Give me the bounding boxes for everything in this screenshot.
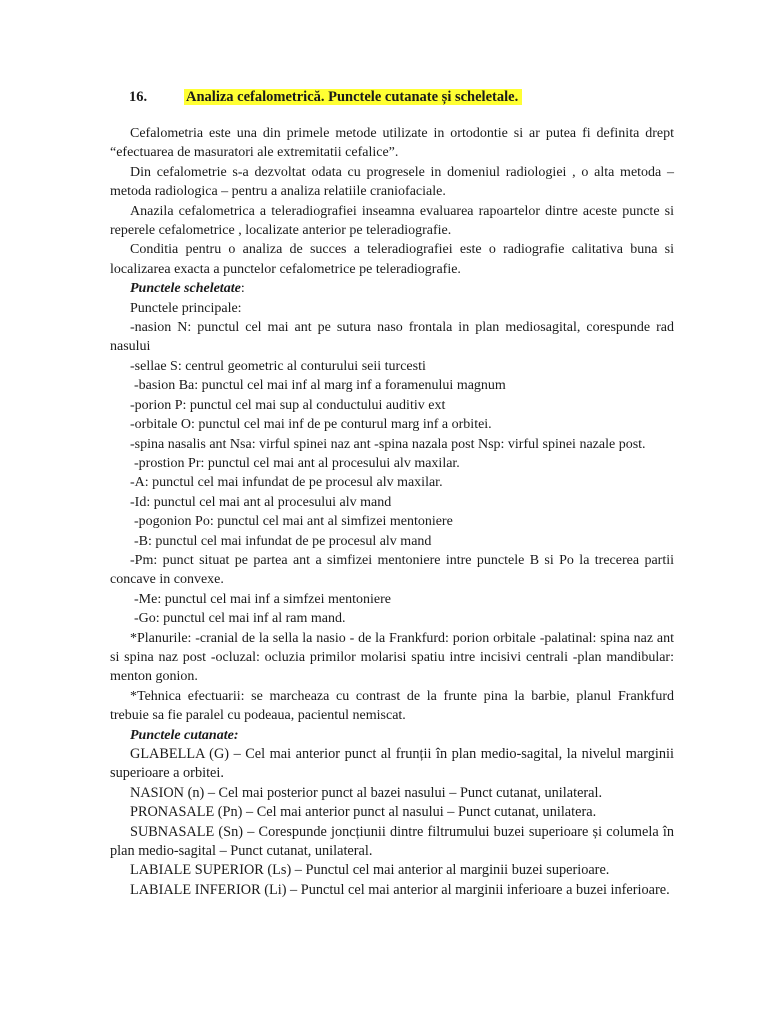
cutaneous-point-item: LABIALE INFERIOR (Li) – Punctul cel mai anterior al marginii inferioare a buzei inferioare.: [130, 881, 670, 898]
cutaneous-point-item: PRONASALE (Pn) – Cel mai anterior punct al nasului – Punct cutanat, unilatera.: [130, 804, 597, 821]
cutaneous-subtitle-line: [110, 726, 674, 745]
paragraph: Anazila cefalometrica a teleradiografiei inseamna evaluarea rapoartelor dintre aceste puncte si reperele cefalometrice , localizate anterior pe teleradiografie.: [110, 203, 674, 239]
cutaneous-point-item: GLABELLA (G) – Cel mai anterior punct al frunții în plan medio-sagital, la nivelul marginii superioare a orbitei.: [110, 746, 674, 782]
skeletal-point-item: -spina nasalis ant Nsa: virful spinei naz ant -spina nazala post Nsp: virful spinei nazale post.: [130, 436, 646, 452]
skeletal-point-item: -Id: punctul cel mai ant al procesului alv mand: [130, 494, 392, 510]
skeletal-point-item: -Go: punctul cel mai inf al ram mand.: [134, 611, 346, 627]
paragraph: Din cefalometrie s-a dezvoltat odata cu progresele in domeniul radiologiei , o alta metoda –metoda radiologica – pentru a analiza relatiile craniofaciale.: [110, 164, 674, 200]
section-heading: [129, 87, 522, 107]
skeletal-subtitle-line: [110, 279, 674, 298]
skeletal-point-item: *Tehnica efectuarii: se marcheaza cu contrast de la frunte pina la barbie, planul Frankfurd trebuie sa fie paralel cu podeaua, pacientul nemiscat.: [110, 688, 674, 724]
skeletal-point-item: -A: punctul cel mai infundat de pe procesul alv maxilar.: [130, 475, 443, 491]
skeletal-subtitle-suffix: :: [240, 281, 245, 297]
section-number: 16.: [129, 89, 148, 105]
skeletal-point-item: -porion P: punctul cel mai sup al conductului auditiv ext: [130, 397, 446, 413]
skeletal-point-item: -B: punctul cel mai infundat de pe procesul alv mand: [134, 533, 432, 549]
cutaneous-point-item: NASION (n) – Cel mai posterior punct al bazei nasului – Punct cutanat, unilateral.: [130, 784, 603, 801]
skeletal-point-item: -sellae S: centrul geometric al conturului seii turcesti: [130, 358, 426, 374]
paragraph: Conditia pentru o analiza de succes a teleradiografiei este o radiografie calitativa buna si localizarea exacta a punctelor cefalometrice pe teleradiografie.: [110, 242, 674, 277]
cutaneous-points-list: [110, 745, 674, 900]
skeletal-point-item: -prostion Pr: punctul cel mai ant al procesului alv maxilar.: [134, 455, 460, 471]
skeletal-point-item: -pogonion Po: punctul cel mai ant al simfizei mentoniere: [134, 514, 453, 530]
cutaneous-subtitle: Punctele cutanate:: [130, 727, 239, 743]
paragraph: Cefalometria este una din primele metode utilizate in ortodontie si ar putea fi definita drept “efectuarea de masuratori ale extremitatii cefalice”.: [110, 126, 674, 161]
skeletal-point-item: -nasion N: punctul cel mai ant pe sutura naso frontala in plan mediosagital, corespunde rad nasului: [110, 320, 674, 355]
skeletal-point-item: *Planurile: -cranial de la sella la nasio - de la Frankfurd: porion orbitale -palatinal: spina naz ant si spina naz post -ocluzal: ocluzia primilor molarisi spatiu intre incisivi centrali -plan mandibular: menton gonion.: [110, 630, 674, 685]
skeletal-points-list: [110, 318, 674, 726]
skeletal-subtitle: Punctele scheletate: [130, 281, 241, 297]
cutaneous-point-item: LABIALE SUPERIOR (Ls) – Punctul cel mai anterior al marginii buzei superioare.: [130, 862, 610, 879]
skeletal-point-item: -orbitale O: punctul cel mai inf de pe conturul marg inf a orbitei.: [130, 417, 492, 433]
skeletal-intro: Punctele principale:: [130, 300, 242, 316]
section-title: Analiza cefalometrică. Punctele cutanate și scheletale.: [184, 89, 522, 105]
skeletal-point-item: -basion Ba: punctul cel mai inf al marg inf a foramenului magnum: [134, 378, 506, 394]
cutaneous-point-item: SUBNASALE (Sn) – Corespunde joncțiunii dintre filtrumului buzei superioare și columela în plan medio-sagital – Punct cutanat, unilateral.: [110, 823, 674, 860]
document-body: [110, 124, 674, 900]
skeletal-point-item: -Me: punctul cel mai inf a simfzei mentoniere: [134, 591, 391, 607]
skeletal-point-item: -Pm: punct situat pe partea ant a simfizei mentoniere intre punctele B si Po la trecerea partii concave in convexe.: [110, 552, 674, 588]
